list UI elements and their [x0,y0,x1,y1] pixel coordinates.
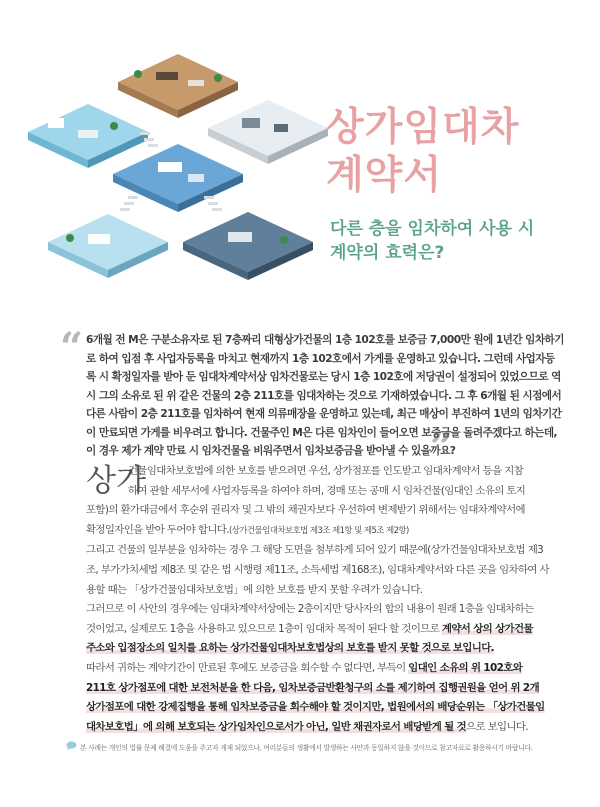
page-title-line1: 상가임대차 [326,104,520,150]
lower-left-floor-platform [48,214,168,278]
answer-line [86,698,546,718]
answer-line [86,679,546,699]
answer-initial: 상가 [86,463,146,499]
highlighted-text: 대차보호법」에 의해 보호되는 상가임차인으로서가 아닌, 일반 채권자로서 배당받게 될 것 [86,720,467,733]
subtitle-line2: 계약의 효력은? [330,243,445,263]
answer-line: 포함)의 환가대금에서 후순위 권리자 및 그 밖의 채권자보다 우선하여 변제받기 위해서는 임대차계약서에 [86,504,525,517]
answer-text: 것이었고, 실제로도 1층을 사용하고 있으므로 1층이 임대차 목적이 된다 할 것이므로 [86,622,442,635]
lower-right-floor-platform [183,212,313,280]
case-line: 6개월 전 M은 구분소유자로 된 7층짜리 대형상가건물의 1층 102호를 보증금 7,000만 원에 1년간 임차하기 [86,334,564,346]
answer-line [86,659,546,679]
case-question [86,331,564,461]
speech-bubble-icon [66,741,77,750]
case-line: 이 만료되면 가게를 비우려고 합니다. 건물주인 M은 다른 임차인이 들어오면 보증금을 돌려주겠다고 하는데, [86,426,557,439]
left-floor-platform [28,104,148,168]
answer-line [86,718,546,738]
case-line: 록 시 확정일자를 받아 둔 임대차계약서상 임차건물로는 당시 1층 102호에 저당권이 설정되어 있었으므로 역 [86,371,561,383]
answer-line: 조, 부가가치세법 제8조 및 같은 법 시행령 제11조, 소득세법 제168조), 임대차계약서와 다른 곳을 임차하여 사 [86,563,549,576]
answer-line: 건물임대차보호법에 의한 보호를 받으려면 우선, 상가점포를 인도받고 임대차계약서 등을 지참 [128,465,524,477]
answer-text: 따라서 귀하는 계약기간이 만료된 후에도 보증금을 회수할 수 없다면, 부득이 [86,661,409,674]
highlighted-text: 주소와 입점장소의 일치를 요하는 상가건물임대차보호법상의 보호를 받지 못할 것으로 보입니다. [86,642,494,655]
case-line: 시 그의 소유로 된 위 같은 건물의 2층 211호를 임대차하는 것으로 기재하였습니다. 그 후 6개월 된 시점에서 [86,389,562,402]
answer-line [86,620,546,640]
highlighted-text: 상가점포에 대한 강제집행을 통해 임차보증금을 회수해야 할 것이지만, 법원에서의 배당순위는 「상가건물임 [86,701,545,714]
disclaimer-footer: 본 사례는 개인의 법률 문제 해결에 도움을 주고자 게재 되었으나, 여러분들의 생활에서 발생하는 사안과 동일하지 않을 것이므로 참고자료로 활용하시기 바랍니다. [80,744,533,752]
top-floor-platform [118,54,238,118]
answer-line: 그러므로 이 사안의 경우에는 임대차계약서상에는 2층이지만 당사자의 합의 내용이 원래 1층을 임대차하는 [86,603,534,616]
answer-line: 그리고 건물의 일부분을 임차하는 경우 그 해당 도면을 첨부하게 되어 있기 때문에(상가건물임대차보호법 제3 [86,544,544,557]
case-line: 다른 사람이 2층 211호를 임차하여 현재 의류매장을 운영하고 있는데, 최근 매상이 부진하여 1년의 임차기간 [86,408,562,420]
answer-line: 하여 관할 세무서에 사업자등록을 하여야 하며, 경매 또는 공매 시 임차건물(임대인 소유의 토지 [128,484,526,497]
answer-line: 용할 때는 「상가건물임대차보호법」에 의한 보호를 받지 못할 우려가 있습니다. [86,583,423,596]
answer-line [86,521,546,542]
answer-body [86,462,549,737]
right-floor-platform [208,100,328,164]
subtitle-line1: 다른 층을 임차하여 사용 시 [330,219,535,239]
highlighted-text: 임대인 소유의 위 102호와 [408,661,523,674]
case-line: 이 경우 제가 계약 만료 시 임차건물을 비워주면서 임차보증금을 받아낼 수 있을까요? [86,445,456,457]
office-illustration [28,44,328,304]
case-line: 로 하여 입점 후 사업자등록을 마치고 현재까지 1층 102호에서 가게를 운영하고 있습니다. 그런데 사업자등 [86,352,555,365]
highlighted-text: 211호 상가점포에 대한 보전처분을 한 다음, 임차보증금반환청구의 소를 제기하여 집행권원을 얻어 위 2개 [86,681,540,694]
open-quote-icon: “ [60,324,84,371]
close-quote-icon: ” [430,424,454,471]
answer-text: 확정일자인을 받아 두어야 합니다. [86,523,229,536]
answer-line [86,639,546,659]
center-floor-platform [113,144,243,212]
law-reference: (상가건물임대차보호법 제3조 제1항 및 제5조 제2항) [228,525,409,536]
highlighted-text: 계약서 상의 상가건물 [441,622,533,635]
page-title-line2: 계약서 [326,152,443,198]
answer-text: 으로 보입니다. [466,720,529,733]
